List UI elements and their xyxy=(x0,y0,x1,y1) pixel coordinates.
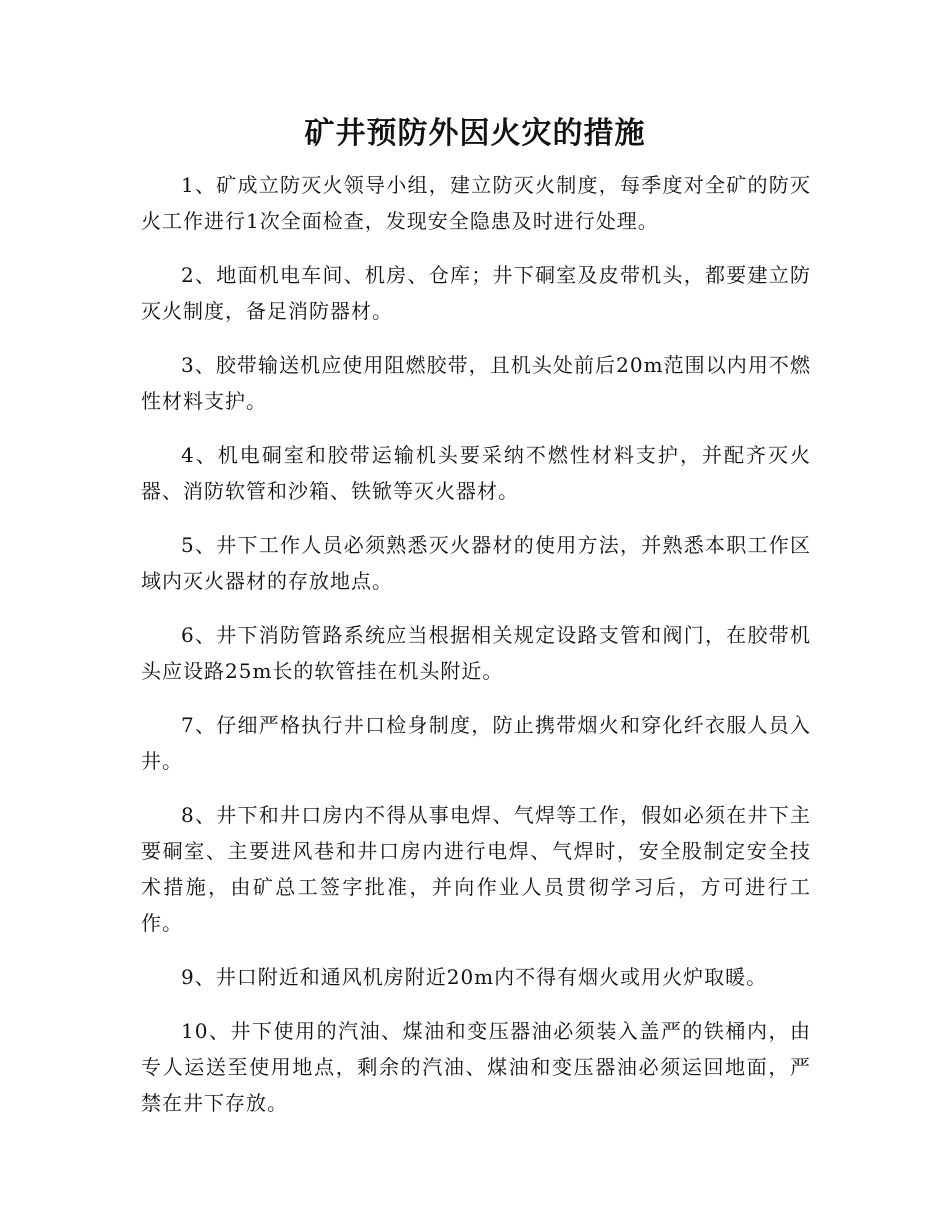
paragraph-5: 5、井下工作人员必须熟悉灭火器材的使用方法，并熟悉本职工作区域内灭火器材的存放地点。 xyxy=(141,533,811,593)
paragraph-4: 4、机电硐室和胶带运输机头要采纳不燃性材料支护，并配齐灭火器、消防软管和沙箱、铁锨等灭火器材。 xyxy=(141,443,811,503)
paragraph-10: 10、井下使用的汽油、煤油和变压器油必须装入盖严的铁桶内，由专人运送至使用地点，剩余的汽油、煤油和变压器油必须运回地面，严禁在井下存放。 xyxy=(141,1019,811,1115)
paragraph-2: 2、地面机电车间、机房、仓库；井下硐室及皮带机头，都要建立防灭火制度，备足消防器材。 xyxy=(141,263,811,323)
document-title: 矿井预防外因火灾的措施 xyxy=(304,116,646,151)
paragraph-1: 1、矿成立防灭火领导小组，建立防灭火制度，每季度对全矿的防灭火工作进行1次全面检查，发现安全隐患及时进行处理。 xyxy=(141,173,811,233)
document-body xyxy=(141,167,811,1139)
paragraph-7: 7、仔细严格执行井口检身制度，防止携带烟火和穿化纤衣服人员入井。 xyxy=(141,713,811,773)
paragraph-3: 3、胶带输送机应使用阻燃胶带，且机头处前后20m范围以内用不燃性材料支护。 xyxy=(141,353,811,413)
paragraph-9: 9、井口附近和通风机房附近20m内不得有烟火或用火炉取暖。 xyxy=(181,965,768,989)
paragraph-8: 8、井下和井口房内不得从事电焊、气焊等工作，假如必须在井下主要硐室、主要进风巷和井口房内进行电焊、气焊时，安全股制定安全技术措施，由矿总工签字批准，并向作业人员贯彻学习后，方可进行工作。 xyxy=(141,803,811,935)
paragraph-6: 6、井下消防管路系统应当根据相关规定设路支管和阀门，在胶带机头应设路25m长的软管挂在机头附近。 xyxy=(141,623,811,683)
